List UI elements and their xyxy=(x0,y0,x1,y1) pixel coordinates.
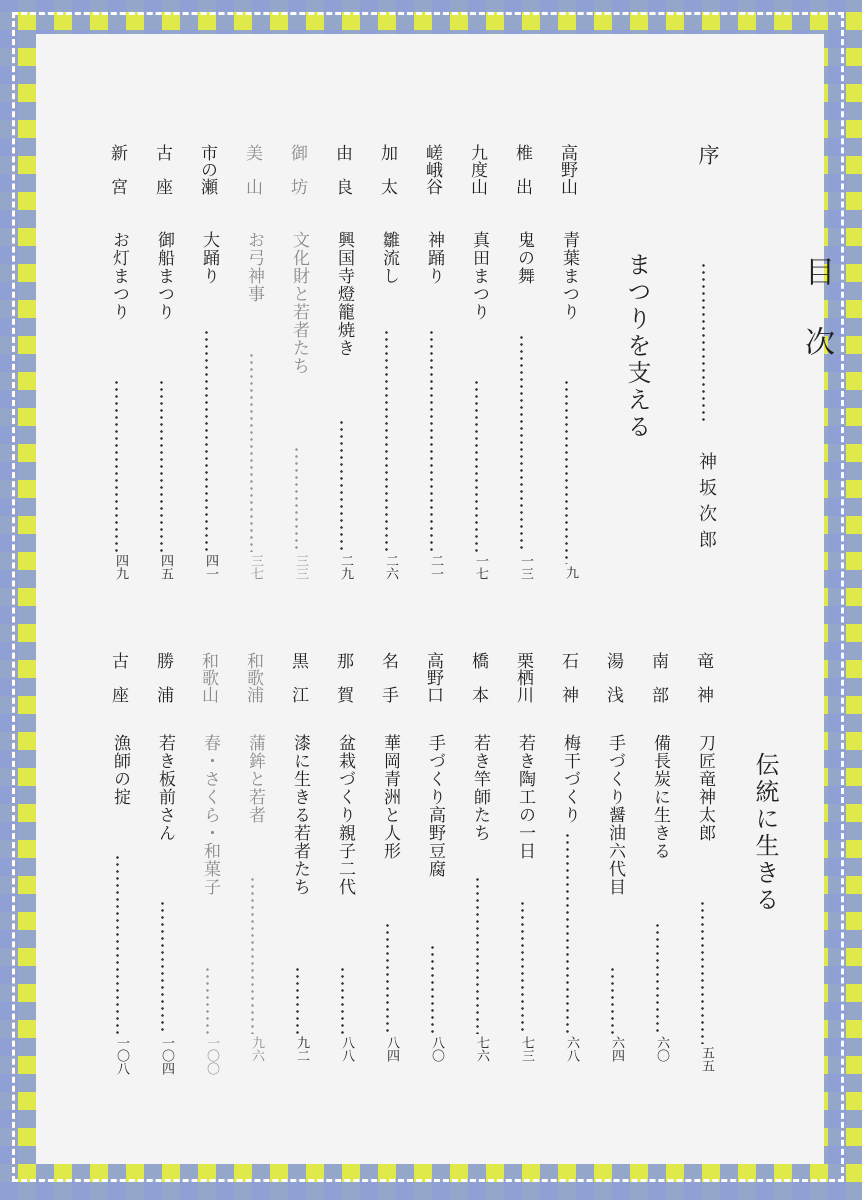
leader-dots xyxy=(161,900,164,1034)
entry-title: お弓神事 xyxy=(244,231,264,303)
leader-dots xyxy=(205,329,208,552)
entry-place: 美 山 xyxy=(242,144,262,195)
entry-page: 六〇 xyxy=(654,1036,669,1062)
entry-page: 一七 xyxy=(473,554,488,580)
page-title-char-2: 次 xyxy=(799,326,834,356)
toc-page xyxy=(36,34,834,1164)
entry-place: 新 宮 xyxy=(107,144,127,195)
entry-title: 興国寺燈籠焼き xyxy=(334,231,354,357)
leader-dots xyxy=(160,379,163,552)
entry-place: 湯 浅 xyxy=(603,652,623,703)
preface-label: 序 xyxy=(696,144,720,168)
entry-place: 高野口 xyxy=(423,652,443,703)
leader-dots xyxy=(520,334,523,552)
section2-heading: 伝統に生きる xyxy=(751,752,779,914)
entry-place: 古 座 xyxy=(108,652,128,703)
entry-title: 盆栽づくり親子二代 xyxy=(335,734,355,896)
entry-page: 四九 xyxy=(113,554,128,580)
entry-title: 梅干づくり xyxy=(560,734,580,824)
entry-place: 那 賀 xyxy=(333,652,353,703)
entry-title: 若き竿師たち xyxy=(470,734,490,842)
entry-place: 市の瀬 xyxy=(197,144,217,195)
entry-page: 一〇〇 xyxy=(204,1036,219,1075)
leader-dots xyxy=(656,922,659,1034)
entry-title: 刀匠竜神太郎 xyxy=(695,734,715,842)
leader-dots xyxy=(701,900,704,1044)
entry-title: 雛流し xyxy=(379,231,399,285)
entry-page: 九二 xyxy=(294,1036,309,1062)
entry-page: 三三 xyxy=(293,554,308,580)
entry-title: 備長炭に生きる xyxy=(650,734,670,860)
entry-place: 黒 江 xyxy=(288,652,308,703)
entry-page: 七六 xyxy=(474,1036,489,1062)
entry-title: 漁師の掟 xyxy=(110,734,130,806)
entry-title: 神踊り xyxy=(424,231,444,285)
entry-place: 名 手 xyxy=(378,652,398,703)
entry-title: 手づくり高野豆腐 xyxy=(425,734,445,878)
entry-page: 八八 xyxy=(339,1036,354,1062)
entry-page: 八四 xyxy=(384,1036,399,1062)
entry-page: 二一 xyxy=(428,554,443,580)
entry-page: 二六 xyxy=(383,554,398,580)
entry-page: 九 xyxy=(563,566,578,579)
leader-dots xyxy=(341,966,344,1034)
leader-dots xyxy=(295,446,298,552)
entry-page: 四一 xyxy=(203,554,218,580)
leader-dots xyxy=(385,329,388,552)
entry-page: 七三 xyxy=(519,1036,534,1062)
entry-title: 文化財と若者たち xyxy=(289,231,309,375)
entry-place: 和歌浦 xyxy=(243,652,263,703)
entry-page: 六四 xyxy=(609,1036,624,1062)
entry-place: 古 座 xyxy=(152,144,172,195)
entry-title: 手づくり醤油六代目 xyxy=(605,734,625,896)
entry-page: 二九 xyxy=(338,554,353,580)
entry-title: 若き陶工の一日 xyxy=(515,734,535,860)
entry-place: 加 太 xyxy=(377,144,397,195)
entry-page: 九六 xyxy=(249,1036,264,1062)
leader-dots xyxy=(386,922,389,1034)
entry-title: 華岡青洲と人形 xyxy=(380,734,400,860)
preface-author: 神坂次郎 xyxy=(696,452,717,556)
entry-title: 大踊り xyxy=(199,231,219,285)
entry-title: 鬼の舞 xyxy=(514,231,534,285)
entry-place: 橋 本 xyxy=(468,652,488,703)
leader-dots xyxy=(250,352,253,552)
leader-dots xyxy=(206,966,209,1034)
leader-dots xyxy=(566,832,569,1034)
leader-dots xyxy=(251,876,254,1034)
leader-dots xyxy=(340,419,343,552)
entry-page: 三七 xyxy=(248,554,263,580)
entry-title: 御船まつり xyxy=(154,231,174,321)
entry-page: 六八 xyxy=(564,1036,579,1062)
section1-heading: まつりを支える xyxy=(623,252,651,441)
entry-place: 由 良 xyxy=(332,144,352,195)
entry-place: 九度山 xyxy=(467,144,487,195)
entry-place: 御 坊 xyxy=(287,144,307,195)
leader-dots xyxy=(611,966,614,1034)
entry-title: 春・さくら・和菓子 xyxy=(200,734,220,896)
entry-title: 若き板前さん xyxy=(155,734,175,842)
entry-page: 五五 xyxy=(699,1046,714,1072)
entry-place: 石 神 xyxy=(558,652,578,703)
leader-dots xyxy=(476,876,479,1034)
entry-page: 八〇 xyxy=(429,1036,444,1062)
page-title-char-1: 目 xyxy=(799,256,834,286)
entry-page: 一三 xyxy=(518,554,533,580)
entry-page: 一〇四 xyxy=(159,1036,174,1075)
leader-dots xyxy=(116,854,119,1034)
entry-title: 漆に生きる若者たち xyxy=(290,734,310,896)
leader-dots xyxy=(475,379,478,552)
leader-dots xyxy=(296,966,299,1034)
entry-place: 椎 出 xyxy=(512,144,532,195)
entry-place: 嵯峨谷 xyxy=(422,144,442,195)
leader-dots xyxy=(702,262,705,422)
entry-place: 和歌山 xyxy=(198,652,218,703)
leader-dots xyxy=(430,329,433,552)
entry-title: お灯まつり xyxy=(109,231,129,321)
entry-title: 蒲鉾と若者 xyxy=(245,734,265,824)
entry-place: 竜 神 xyxy=(693,652,713,703)
entry-title: 真田まつり xyxy=(469,231,489,321)
entry-place: 南 部 xyxy=(648,652,668,703)
leader-dots xyxy=(115,379,118,552)
leader-dots xyxy=(521,900,524,1034)
entry-place: 高野山 xyxy=(557,144,577,195)
entry-place: 栗栖川 xyxy=(513,652,533,703)
entry-title: 青葉まつり xyxy=(559,231,579,321)
entry-page: 一〇八 xyxy=(114,1036,129,1075)
leader-dots xyxy=(565,379,568,564)
entry-place: 勝 浦 xyxy=(153,652,173,703)
leader-dots xyxy=(431,944,434,1034)
entry-page: 四五 xyxy=(158,554,173,580)
